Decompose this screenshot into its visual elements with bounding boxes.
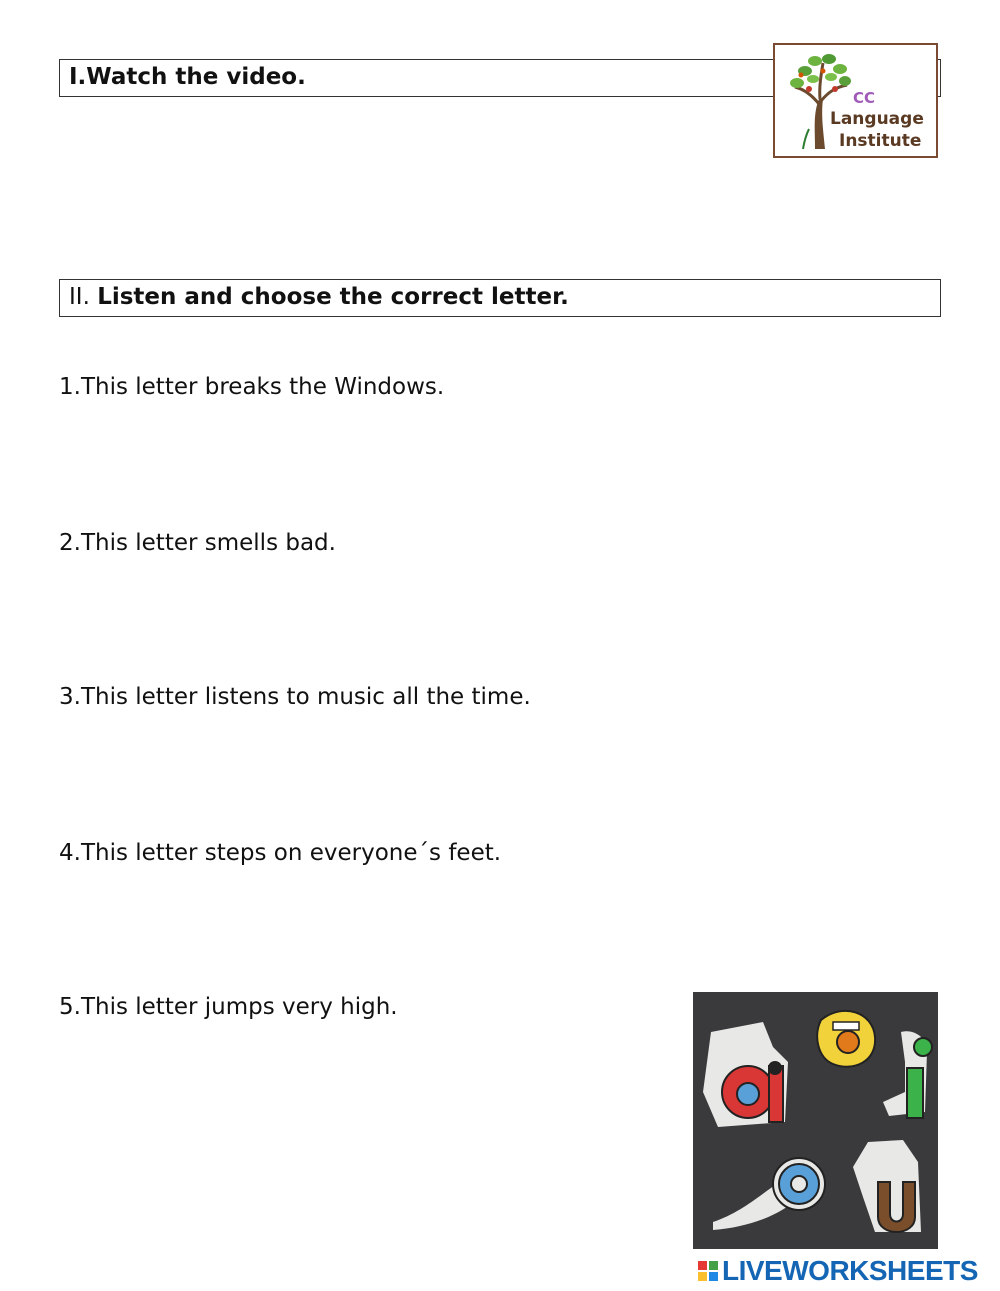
section-2-title: Listen and choose the correct letter. [97, 284, 569, 310]
liveworksheets-logo-icon [698, 1261, 718, 1281]
liveworksheets-text: LIVEWORKSHEETS [722, 1255, 978, 1286]
vowel-letters-photo [693, 992, 938, 1249]
liveworksheets-brand [698, 1256, 978, 1286]
question-3: 3.This letter listens to music all the time. [59, 684, 531, 710]
logo-cc-text: CC [853, 89, 876, 107]
logo-language-text: Language [830, 109, 924, 129]
logo-institute-text: Institute [839, 131, 922, 151]
section-1-title: I.Watch the video. [69, 64, 306, 90]
question-4: 4.This letter steps on everyone´s feet. [59, 840, 502, 866]
section-2-header [59, 279, 941, 317]
section-2-prefix: II. [69, 284, 98, 310]
question-5: 5.This letter jumps very high. [59, 994, 398, 1020]
question-1: 1.This letter breaks the Windows. [59, 374, 445, 400]
cc-language-institute-logo [773, 43, 938, 158]
question-2: 2.This letter smells bad. [59, 530, 336, 556]
